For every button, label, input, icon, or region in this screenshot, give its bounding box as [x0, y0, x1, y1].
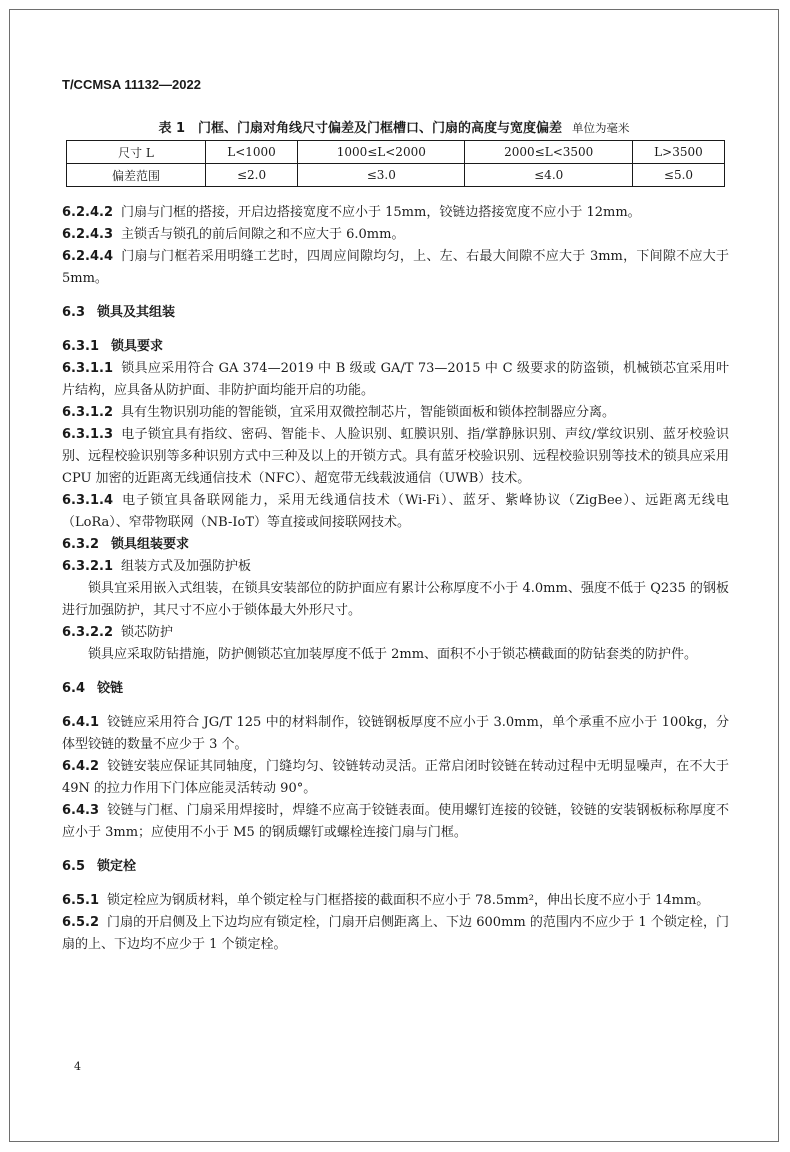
section-number: 6.3: [62, 305, 86, 320]
clause-number: 6.4.1: [62, 715, 100, 730]
paragraph: 锁具应采取防钻措施，防护侧锁芯宜加装厚度不低于 2mm、面积不小于锁芯横截面的防钻套类的防护件。: [88, 647, 698, 662]
table-caption: 表 1 门框、门扇对角线尺寸偏差及门框槽口、门扇的高度与宽度偏差: [158, 121, 563, 136]
clause-text: 锁定栓应为钢质材料，单个锁定栓与门框搭接的截面积不应小于 78.5mm²，伸出长度不应小于 14mm。: [107, 893, 710, 908]
clause-text: 门扇与门框若采用明缝工艺时，四周应间隙均匀，上、左、右最大间隙不应大于 3mm，下间隙不应大于 5mm。: [62, 249, 729, 286]
clause-text: 门扇的开启侧及上下边均应有锁定栓，门扇开启侧距离上、下边 600mm 的范围内不应少于 1 个锁定栓，门扇的上、下边均不应少于 1 个锁定栓。: [62, 915, 729, 952]
clause: [62, 424, 729, 490]
subsection-number: 6.3.2: [62, 537, 100, 552]
table-cell: L<1000: [206, 141, 298, 164]
clause: [62, 246, 729, 290]
subsection-title: 锁具要求: [111, 339, 164, 354]
clause-number: 6.3.1.4: [62, 493, 113, 508]
clause: [62, 358, 729, 402]
section-heading: [62, 856, 729, 878]
table-cell: ≤3.0: [298, 164, 465, 187]
clause-text: 电子锁宜具备联网能力，采用无线通信技术（Wi-Fi）、蓝牙、紫峰协议（ZigBee）、远距离无线电（LoRa）、窄带物联网（NB-IoT）等直接或间接联网技术。: [62, 493, 729, 530]
clause: [62, 202, 729, 224]
clause: [62, 912, 729, 956]
table-cell: ≤5.0: [632, 164, 724, 187]
subsection-title: 锁具组装要求: [111, 537, 190, 552]
clause-number: 6.3.1.1: [62, 361, 113, 376]
clause-text: 锁具应采用符合 GA 374—2019 中 B 级或 GA/T 73—2015 中 C 级要求的防盗锁，机械锁芯宜采用叶片结构，应具备从防护面、非防护面均能开启的功能。: [62, 361, 729, 398]
clause-number: 6.2.4.3: [62, 227, 113, 242]
section-heading: [62, 678, 729, 700]
clause: [62, 402, 729, 424]
table-cell: ≤2.0: [206, 164, 298, 187]
section-title: 锁具及其组装: [97, 305, 176, 320]
clause-number: 6.5.1: [62, 893, 100, 908]
subsection-heading: [62, 534, 729, 556]
clause-text: 具有生物识别功能的智能锁，宜采用双微控制芯片，智能锁面板和锁体控制器应分离。: [121, 405, 616, 420]
clause-text: 组装方式及加强防护板: [121, 559, 252, 574]
clause: [62, 756, 729, 800]
table-unit: 单位为毫米: [572, 121, 630, 135]
clause: [62, 622, 729, 644]
clause-number: 6.2.4.2: [62, 205, 113, 220]
clause: [62, 890, 729, 912]
clause-number: 6.5.2: [62, 915, 100, 930]
clause-text: 主锁舌与锁孔的前后间隙之和不应大于 6.0mm。: [121, 227, 405, 242]
table-row: [67, 164, 725, 187]
clause-number: 6.4.2: [62, 759, 100, 774]
document-code: T/CCMSA 11132—2022: [62, 77, 201, 92]
table-cell: 偏差范围: [67, 164, 206, 187]
clause-text: 电子锁宜具有指纹、密码、智能卡、人脸识别、虹膜识别、指/掌静脉识别、声纹/掌纹识别、蓝牙校验识别、远程校验识别等多种识别方式中三种及以上的开锁方式。具有蓝牙校验识别、远程校验识别等技术的锁具应采用 CPU 加密的近距离无线通信技术（NFC）、超宽带无线载波通信（UWB）技术。: [62, 427, 729, 486]
paragraph: 锁具宜采用嵌入式组装，在锁具安装部位的防护面应有累计公称厚度不小于 4.0mm、强度不低于 Q235 的钢板进行加强防护，其尺寸不应小于锁体最大外形尺寸。: [62, 581, 729, 618]
table-cell: ≤4.0: [465, 164, 632, 187]
section-title: 锁定栓: [97, 859, 137, 874]
page-number: 4: [74, 1060, 81, 1073]
section-number: 6.4: [62, 681, 86, 696]
clause-number: 6.3.1.3: [62, 427, 113, 442]
table-header-row: [67, 141, 725, 164]
clause-text: 门扇与门框的搭接，开启边搭接宽度不应小于 15mm，铰链边搭接宽度不应小于 12mm。: [121, 205, 641, 220]
section-title: 铰链: [97, 681, 124, 696]
section-number: 6.5: [62, 859, 86, 874]
clause: [62, 800, 729, 844]
section-heading: [62, 302, 729, 324]
clause-number: 6.2.4.4: [62, 249, 113, 264]
clause-number: 6.3.2.1: [62, 559, 113, 574]
clause: [62, 224, 729, 246]
deviation-table: [66, 140, 725, 187]
table-cell: 1000≤L<2000: [298, 141, 465, 164]
clause-text: 铰链安装应保证其同轴度，门缝均匀、铰链转动灵活。正常启闭时铰链在转动过程中无明显噪声，在不大于 49N 的拉力作用下门体应能灵活转动 90°。: [62, 759, 729, 796]
clause: [62, 556, 729, 578]
clause-number: 6.3.1.2: [62, 405, 113, 420]
clause-text: 锁芯防护: [121, 625, 174, 640]
clause-number: 6.3.2.2: [62, 625, 113, 640]
table-cell: 2000≤L<3500: [465, 141, 632, 164]
clause-text: 铰链应采用符合 JG/T 125 中的材料制作，铰链钢板厚度不应小于 3.0mm，单个承重不应小于 100kg，分体型铰链的数量不应少于 3 个。: [62, 715, 729, 752]
table-cell: 尺寸 L: [67, 141, 206, 164]
subsection-heading: [62, 336, 729, 358]
clause-number: 6.4.3: [62, 803, 100, 818]
document-body: [62, 202, 729, 956]
clause-text: 铰链与门框、门扇采用焊接时，焊缝不应高于铰链表面。使用螺钉连接的铰链，铰链的安装钢板标称厚度不应小于 3mm；应使用不小于 M5 的钢质螺钉或螺栓连接门扇与门框。: [62, 803, 729, 840]
clause: [62, 490, 729, 534]
clause: [62, 712, 729, 756]
table-title: [62, 117, 726, 136]
subsection-number: 6.3.1: [62, 339, 100, 354]
table-cell: L>3500: [632, 141, 724, 164]
